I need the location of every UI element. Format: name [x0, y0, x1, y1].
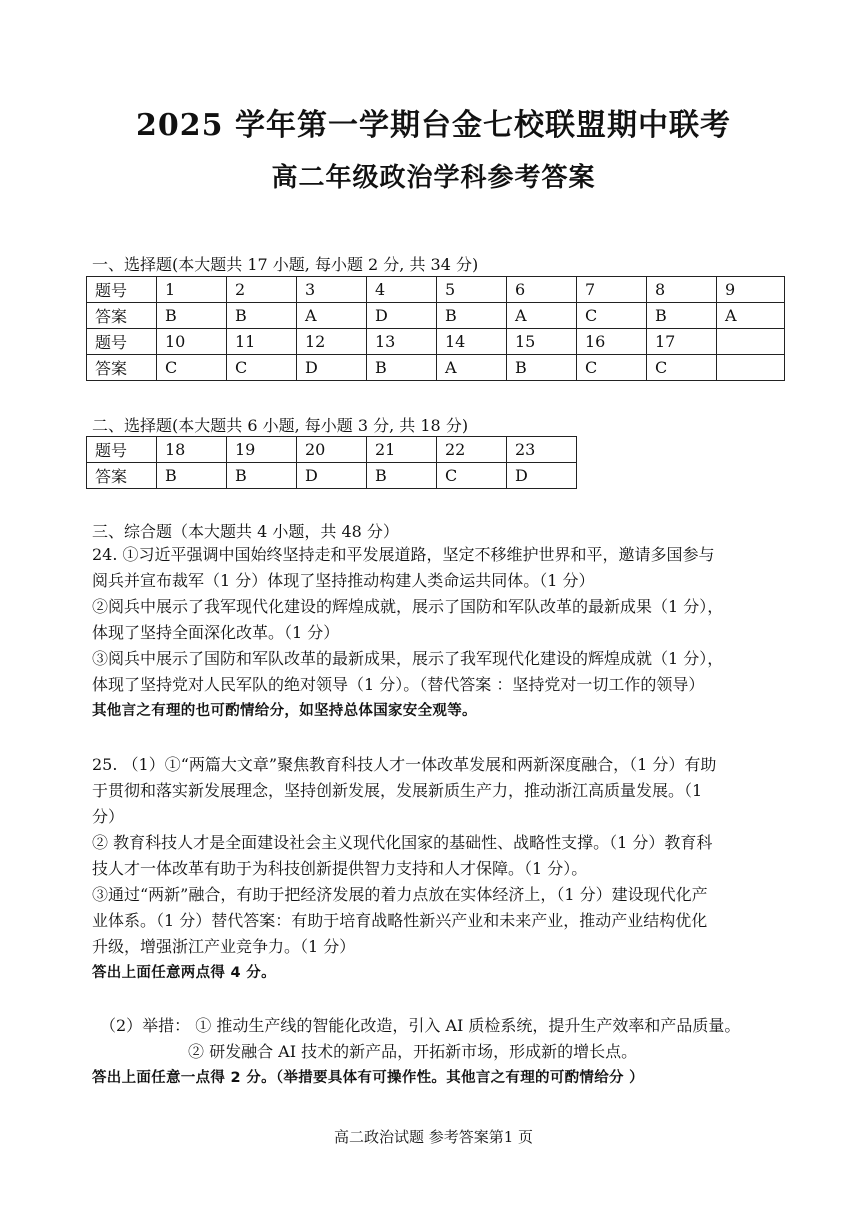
table-cell: D [367, 303, 437, 329]
answer-table-row [87, 463, 577, 489]
table-cell [717, 355, 785, 381]
table-cell: 1 [157, 277, 227, 303]
page-title: 2025 学年第一学期台金七校联盟期中联考 [136, 108, 731, 143]
table-cell: 18 [157, 437, 227, 463]
q24-line: 阅兵并宣布裁军（1 分）体现了坚持推动构建人类命运共同体。（1 分） [92, 571, 595, 590]
answer-table-row [87, 277, 785, 303]
table-cell: C [647, 355, 717, 381]
table-cell: 6 [507, 277, 577, 303]
q24-line: ③阅兵中展示了国防和军队改革的最新成果，展示了我军现代化建设的辉煌成就（1 分）， [92, 649, 724, 668]
table-cell: B [367, 463, 437, 489]
table-cell: 17 [647, 329, 717, 355]
section2-answer-table [86, 436, 577, 489]
table-cell: 22 [437, 437, 507, 463]
table-cell: 2 [227, 277, 297, 303]
table-cell [717, 329, 785, 355]
table-cell: C [437, 463, 507, 489]
q25-part2-answer [92, 1013, 782, 1091]
q25-line: 于贯彻和落实新发展理念，坚持创新发展，发展新质生产力，推动浙江高质量发展。（1 [92, 781, 703, 800]
table-cell: D [297, 355, 367, 381]
section1-heading: 一、选择题(本大题共 17 小题, 每小题 2 分, 共 34 分) [92, 255, 479, 274]
answer-table-row [87, 329, 785, 355]
table-cell: 9 [717, 277, 785, 303]
row-label: 答案 [87, 463, 157, 489]
q24-answer [92, 542, 782, 724]
table-cell: 19 [227, 437, 297, 463]
table-cell: 7 [577, 277, 647, 303]
table-cell: 8 [647, 277, 717, 303]
table-cell: C [577, 355, 647, 381]
q24-line: 体现了坚持党对人民军队的绝对领导（1 分）。（替代答案 ：坚持党对一切工作的领导） [92, 675, 705, 694]
table-cell: A [437, 355, 507, 381]
answer-table-row [87, 303, 785, 329]
row-label: 题号 [87, 437, 157, 463]
row-label: 答案 [87, 303, 157, 329]
table-cell: B [507, 355, 577, 381]
table-cell: 11 [227, 329, 297, 355]
table-cell: C [577, 303, 647, 329]
table-cell: D [507, 463, 577, 489]
table-cell: B [227, 303, 297, 329]
q25-part2-line: ② 研发融合 AI 技术的新产品，开拓新市场，形成新的增长点。 [188, 1042, 638, 1061]
table-cell: D [297, 463, 367, 489]
table-cell: 23 [507, 437, 577, 463]
q25-part1-scoring-note: 答出上面任意两点得 4 分。 [92, 965, 276, 981]
q24-line: 体现了坚持全面深化改革。（1 分） [92, 623, 340, 642]
section1-answer-table [86, 276, 785, 381]
table-cell: 15 [507, 329, 577, 355]
row-label: 答案 [87, 355, 157, 381]
section3-heading: 三、综合题（本大题共 4 小题，共 48 分） [92, 522, 399, 541]
table-cell: B [367, 355, 437, 381]
table-cell: 21 [367, 437, 437, 463]
q24-line: 24. ①习近平强调中国始终坚持走和平发展道路，坚定不移维护世界和平，邀请多国参与 [92, 545, 715, 564]
page-subtitle: 高二年级政治学科参考答案 [271, 163, 596, 193]
table-cell: 20 [297, 437, 367, 463]
q24-line: ②阅兵中展示了我军现代化建设的辉煌成就，展示了国防和军队改革的最新成果（1 分）， [92, 597, 724, 616]
table-cell: A [297, 303, 367, 329]
table-cell: C [157, 355, 227, 381]
q25-line: ② 教育科技人才是全面建设社会主义现代化国家的基础性、战略性支撑。（1 分）教育科 [92, 833, 713, 852]
q25-line: 25. （1）①“两篇大文章”聚焦教育科技人才一体改革发展和两新深度融合，（1 分）有助 [92, 755, 717, 774]
table-cell: 13 [367, 329, 437, 355]
answer-table-row [87, 355, 785, 381]
q25-line: ③通过“两新”融合，有助于把经济发展的着力点放在实体经济上，（1 分）建设现代化产 [92, 885, 708, 904]
table-cell: 12 [297, 329, 367, 355]
table-cell: B [157, 463, 227, 489]
q25-part2-scoring-note: 答出上面任意一点得 2 分。（举措要具体有可操作性。其他言之有理的可酌情给分 ） [92, 1070, 644, 1086]
q25-line: 业体系。（1 分）替代答案：有助于培育战略性新兴产业和未来产业，推动产业结构优化 [92, 911, 708, 930]
q25-line: 升级，增强浙江产业竞争力。（1 分） [92, 937, 356, 956]
answer-table-row [87, 437, 577, 463]
table-cell: 3 [297, 277, 367, 303]
table-cell: B [157, 303, 227, 329]
table-cell: B [647, 303, 717, 329]
row-label: 题号 [87, 277, 157, 303]
q24-scoring-note: 其他言之有理的也可酌情给分，如坚持总体国家安全观等。 [92, 703, 477, 719]
q25-part1-answer [92, 752, 782, 986]
page-footer: 高二政治试题 参考答案第1 页 [333, 1128, 534, 1146]
table-cell: C [227, 355, 297, 381]
q25-line: 分） [92, 807, 125, 826]
table-cell: B [437, 303, 507, 329]
table-cell: A [717, 303, 785, 329]
table-cell: A [507, 303, 577, 329]
q25-part2-line: （2）举措： ① 推动生产线的智能化改造，引入 AI 质检系统，提升生产效率和产品质量。 [100, 1016, 741, 1035]
q25-line: 技人才一体改革有助于为科技创新提供智力支持和人才保障。（1 分）。 [92, 859, 588, 878]
table-cell: 16 [577, 329, 647, 355]
section2-heading: 二、选择题(本大题共 6 小题, 每小题 3 分, 共 18 分) [92, 416, 469, 435]
row-label: 题号 [87, 329, 157, 355]
table-cell: 10 [157, 329, 227, 355]
table-cell: B [227, 463, 297, 489]
table-cell: 5 [437, 277, 507, 303]
table-cell: 4 [367, 277, 437, 303]
table-cell: 14 [437, 329, 507, 355]
